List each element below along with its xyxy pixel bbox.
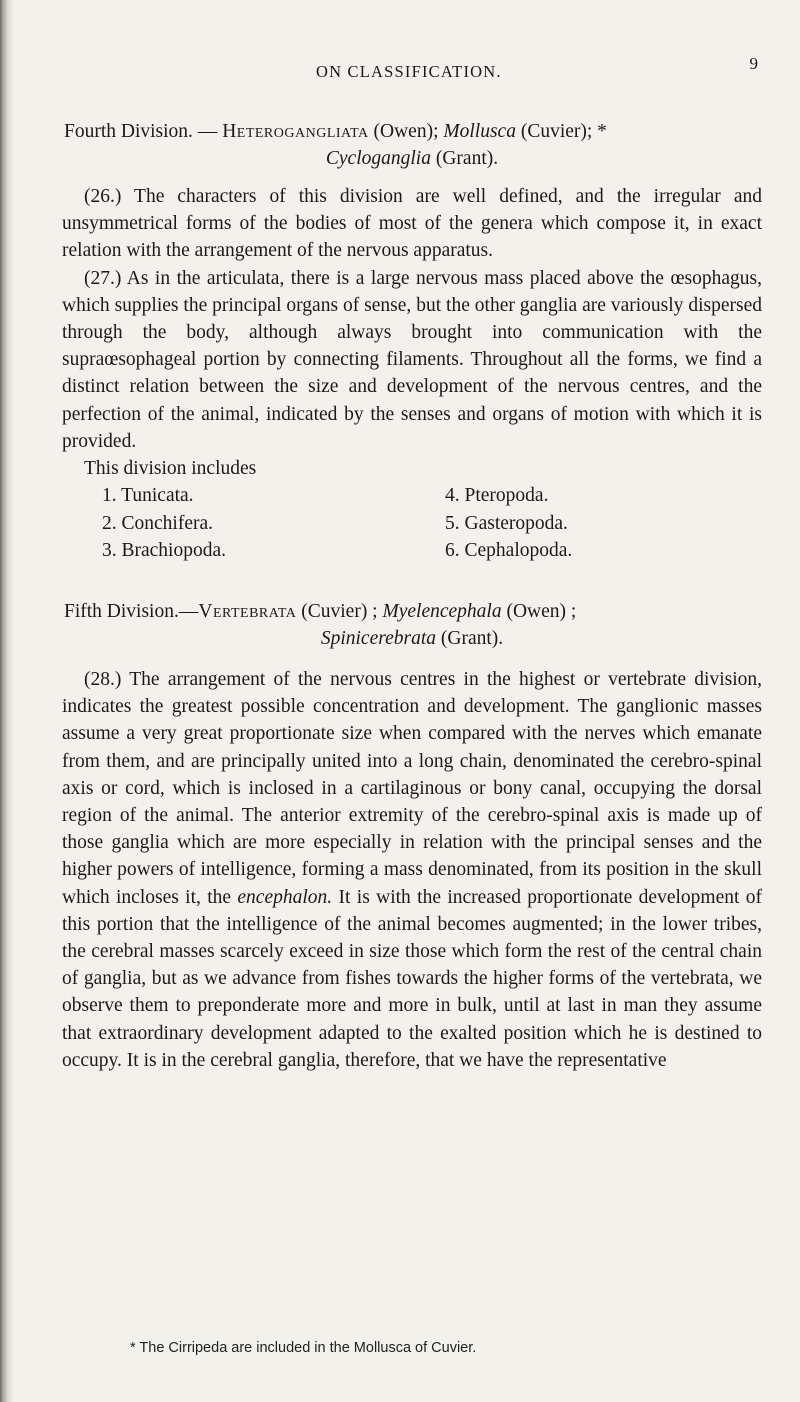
paragraph-27: (27.) As in the articulata, there is a large nervous mass placed above the œsophagus, which supplies the principal organs of sense, but the other ganglia are variously dispersed through the body, although always brought into communication with the supraœsophageal portion by connecting filaments. Throughout all the forms, we find a distinct relation between the size and development of the nervous centres, and the perfection of the animal, indicated by the senses and organs of motion with which it is provided. [62, 267, 762, 452]
list-item: 4. Pteropoda. [445, 485, 549, 507]
paragraph-28: (28.) The arrangement of the nervous centres in the highest or vertebrate division, indicates the greatest possible concentration and development. The ganglionic masses assume a very great proportionate size when compared with the nerves which emanate from them, and are principally united into a long chain, denominated the cerebro-spinal axis or cord, which is inclosed in a cartilaginous or bony canal, occupying the dorsal region of the animal. The anterior extremity of the cerebro-spinal axis is made up of those ganglia which are more especially in relation with the principal senses and the higher powers of intelligence, forming a mass denominated, from its position in the skull which incloses it, the encephalon. It is with the increased proportionate development of this portion that the intelligence of the animal becomes augmented; in the lower tribes, the cerebral masses scarcely exceed in size those which form the rest of the central chain of ganglia, but as we advance from fishes towards the higher forms of the vertebrata, we observe them to preponderate more and more in bulk, until at last in man they assume that extraordinary development adapted to the exalted position which he is destined to occupy. It is in the cerebral ganglia, therefore, that we have the representative [62, 669, 762, 1071]
page-content [62, 54, 762, 1074]
class-list-right [445, 482, 572, 565]
page-binding-edge [0, 0, 14, 1402]
division-label: Fifth Division.— [64, 601, 199, 623]
grant-name: Spinicerebrata [320, 628, 437, 650]
grant-name: Cycloganglia [325, 148, 431, 169]
list-item: 6. Cephalopoda. [445, 540, 573, 562]
list-item: 2. Conchifera. [102, 512, 214, 534]
list-intro: This division includes [84, 458, 257, 480]
authority-owen: (Owen); [368, 121, 444, 142]
class-list [62, 482, 762, 566]
page-number: 9 [749, 54, 758, 73]
fourth-division-heading [62, 118, 762, 172]
authority-grant: (Grant). [430, 148, 499, 169]
emphasis-encephalon: encephalon. [237, 886, 333, 908]
authority-owen: (Owen) ; [501, 601, 577, 623]
class-list-left [102, 482, 226, 565]
authority-grant: (Grant). [436, 628, 504, 650]
authority-cuvier: (Cuvier) ; [296, 601, 383, 623]
heading-line-2 [62, 145, 762, 172]
authority-cuvier: (Cuvier); * [515, 121, 607, 142]
division-name: Vertebrata [198, 601, 297, 623]
footnote: * The Cirripeda are included in the Mollusca of Cuvier. [130, 1340, 477, 1356]
list-item: 1. Tunicata. [102, 485, 194, 507]
owen-name: Myelencephala [382, 601, 502, 623]
list-item: 5. Gasteropoda. [445, 512, 568, 534]
running-title: ON CLASSIFICATION. [316, 62, 502, 81]
paragraph-26: (26.) The characters of this division are well defined, and the irregular and unsymmetrical forms of the bodies of most of the genera which compose it, in exact relation with the arrangement of the nervous apparatus. [62, 186, 762, 262]
fifth-division-heading [62, 598, 762, 652]
running-head [62, 54, 762, 84]
division-label: Fourth Division. — [64, 121, 223, 142]
heading-line-2 [62, 625, 762, 652]
division-name: Heterogangliata [222, 121, 369, 142]
list-item: 3. Brachiopoda. [102, 540, 227, 562]
cuvier-name: Mollusca [443, 121, 516, 142]
